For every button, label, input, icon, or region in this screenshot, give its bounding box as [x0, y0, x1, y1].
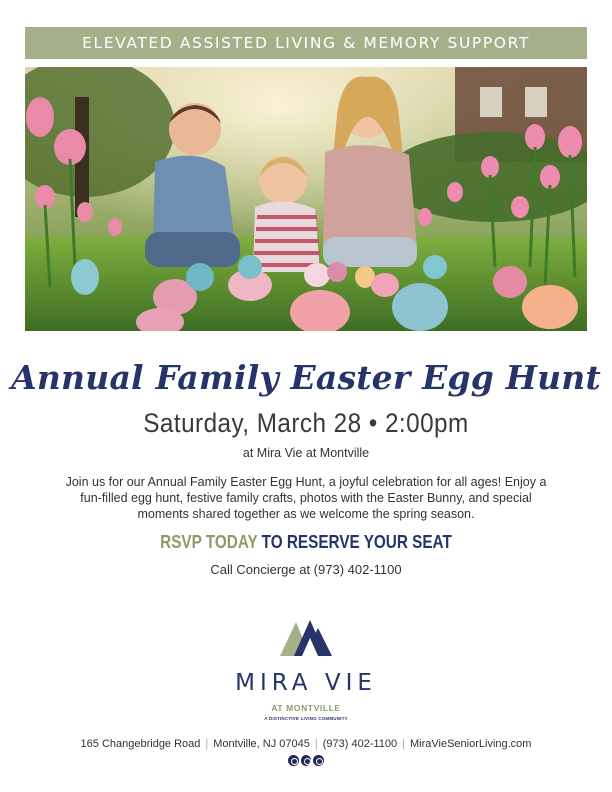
rsvp-callout: [46, 532, 566, 553]
concierge-contact: Call Concierge at (973) 402-1100: [210, 562, 402, 577]
social-icons: [288, 755, 324, 767]
event-title: Annual Family Easter Egg Hunt: [11, 358, 601, 397]
divider: |: [402, 738, 405, 750]
event-description: Join us for our Annual Family Easter Egg Hunt, a joyful celebration for all ages! Enjoy a fun-filled egg hunt, festive family crafts, photos with the Easter Bunny, and special moments shared together as we welcome the spring season.: [65, 475, 547, 521]
brand-tagline: A DISTINCTIVE LIVING COMMUNITY: [264, 716, 348, 721]
header-banner: [25, 27, 587, 59]
footer-city: Montville, NJ 07045: [213, 738, 310, 750]
footer-website-link[interactable]: MiraVieSeniorLiving.com: [410, 738, 532, 750]
divider: |: [205, 738, 209, 750]
easter-egg-hunt-photo-icon: [25, 67, 587, 331]
brand-name: MIRA VIE: [235, 670, 377, 696]
rsvp-rest: TO RESERVE YOUR SEAT: [257, 532, 452, 552]
facebook-icon[interactable]: [288, 755, 299, 766]
banner-text: ELEVATED ASSISTED LIVING & MEMORY SUPPORT: [82, 34, 530, 52]
hero-photo: [25, 67, 587, 331]
mountain-logo-icon: [280, 616, 332, 658]
footer-contact: [0, 738, 612, 750]
event-venue: at Mira Vie at Montville: [242, 446, 370, 460]
divider: |: [314, 738, 318, 750]
event-date: Saturday, March 28 • 2:00pm: [143, 408, 469, 438]
footer-phone[interactable]: (973) 402-1100: [322, 738, 398, 750]
brand-location: AT MONTVILLE: [271, 703, 341, 713]
instagram-icon[interactable]: [313, 755, 324, 766]
footer-address: 165 Changebridge Road: [80, 738, 201, 750]
rsvp-lead: RSVP TODAY: [160, 532, 258, 552]
accessibility-icon[interactable]: [301, 755, 312, 766]
